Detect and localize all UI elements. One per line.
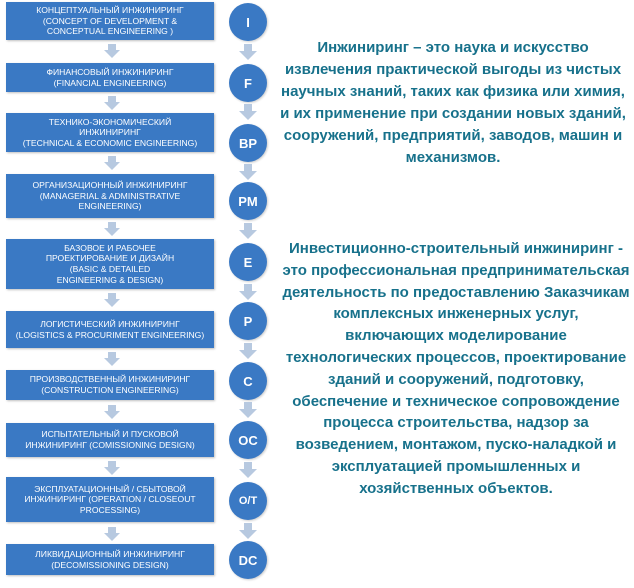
stage-label: ЛИКВИДАЦИОННЫЙ ИНЖИНИРИНГ [35, 548, 185, 559]
stage-label: ИНЖИНИРИНГ [79, 127, 141, 138]
down-arrow-icon [239, 104, 257, 120]
definition-line: Инвестиционно-строительный инжиниринг - [288, 240, 623, 257]
definition-line: процесса строительства, надзор за [323, 414, 589, 432]
down-arrow-icon [104, 44, 120, 58]
stage-label: ФИНАНСОВЫЙ ИНЖИНИРИНГ [46, 66, 174, 77]
stage-label: (LOGISTICS & PROCURIMENT ENGINEERING) [15, 329, 205, 340]
stage-label: ТЕХНИКО-ЭКОНОМИЧЕСКИЙ [48, 116, 172, 127]
stage-box-operation [6, 477, 214, 522]
down-arrow-icon [104, 96, 120, 110]
definition-line: включающих моделирование [345, 327, 567, 345]
down-arrow-icon [239, 402, 257, 418]
definition-line: научных знаний, таких как физика или химия, [281, 83, 625, 100]
down-arrow-icon [239, 284, 257, 300]
stage-box-decommissioning [6, 544, 214, 575]
definition-line: обеспечение и техническое сопровождение [292, 392, 620, 410]
stage-label: БАЗОВОЕ И РАБОЧЕЕ [64, 242, 156, 253]
definition-line: деятельность по предоставлению Заказчикам [282, 283, 630, 301]
stage-label: ПРОИЗВОДСТВЕННЫЙ ИНЖИНИРИНГ [29, 374, 191, 385]
definition-line: сооружений, предприятий, заводов, машин и [283, 127, 623, 144]
stage-label: ИНЖИНИРИНГ (COMISSIONING DESIGN) [25, 440, 195, 450]
stage-box-commissioning [6, 423, 214, 457]
stage-label: (DECOMISSIONING DESIGN) [51, 559, 169, 570]
down-arrow-icon [104, 461, 120, 475]
code-circle: P [229, 302, 267, 340]
stage-label: (BASIC & DETAILED [69, 264, 151, 274]
stage-label: PROCESSING) [79, 504, 141, 515]
down-arrow-icon [239, 343, 257, 359]
stage-label: ENGINEERING) [78, 201, 142, 212]
stage-box-construction [6, 370, 214, 400]
down-arrow-icon [239, 44, 257, 60]
definition-line: технологических процессов, проектирование [285, 348, 627, 366]
stage-label: (CONCEPT OF DEVELOPMENT & [42, 15, 178, 26]
stage-label: ИНЖИНИРИНГ (OPERATION / CLOSEOUT [24, 494, 196, 505]
stage-box-basic-detailed [6, 239, 214, 289]
down-arrow-icon [239, 462, 257, 478]
investment-engineering-definition [280, 238, 632, 500]
definition-line: это профессиональная предпринимательская [282, 261, 630, 279]
stage-box-concept [6, 2, 214, 40]
definition-line: извлечения практической выгоды из чистых [284, 61, 622, 78]
stage-box-logistics [6, 311, 214, 348]
definition-line: возведением, монтажом, пуско-наладкой и [295, 436, 617, 454]
stage-label: (MANAGERIAL & ADMINISTRATIVE [39, 190, 181, 201]
code-circle: OC [229, 421, 267, 459]
code-circle: BP [229, 124, 267, 162]
stage-label: ЭКСПЛУАТАЦИОННЫЙ / СБЫТОВОЙ [34, 483, 186, 494]
code-circle: F [229, 64, 267, 102]
definition-line: механизмов. [405, 149, 501, 166]
code-circle: PM [229, 182, 267, 220]
down-arrow-icon [104, 405, 120, 419]
stage-box-technical-economic [6, 113, 214, 152]
definition-line: Инжиниринг – это наука и искусство [317, 39, 589, 56]
down-arrow-icon [104, 527, 120, 541]
stage-label: ОРГАНИЗАЦИОННЫЙ ИНЖИНИРИНГ [32, 180, 188, 191]
stage-box-financial [6, 63, 214, 92]
down-arrow-icon [104, 352, 120, 366]
stage-label: ИСПЫТАТЕЛЬНЫЙ И ПУСКОВОЙ [41, 429, 179, 440]
down-arrow-icon [239, 164, 257, 180]
stage-label: ЛОГИСТИЧЕСКИЙ ИНЖИНИРИНГ [40, 318, 180, 329]
definition-line: эксплуатацией промышленных и [331, 457, 581, 475]
stage-label: ПРОЕКТИРОВАНИЕ И ДИЗАЙН [45, 253, 175, 264]
down-arrow-icon [104, 156, 120, 170]
code-circle: E [229, 243, 267, 281]
code-circle: C [229, 362, 267, 400]
stage-label: (CONSTRUCTION ENGINEERING) [41, 385, 179, 395]
definition-line: комплексных инженерных услуг, [333, 305, 579, 323]
definition-line: хозяйственных объектов. [359, 479, 553, 497]
stage-label: ENGINEERING & DESIGN) [56, 274, 164, 285]
engineering-definition [277, 37, 629, 169]
stage-box-managerial [6, 174, 214, 218]
code-circle: O/T [229, 482, 267, 520]
down-arrow-icon [104, 222, 120, 236]
code-circle: I [229, 3, 267, 41]
definition-line: зданий и сооружений, подготовку, [328, 370, 584, 388]
down-arrow-icon [104, 293, 120, 307]
stage-label: CONCEPTUAL ENGINEERING ) [46, 26, 174, 37]
down-arrow-icon [239, 223, 257, 239]
code-circle: DC [229, 541, 267, 579]
stage-label: (TECHNICAL & ECONOMIC ENGINEERING) [22, 137, 198, 148]
stage-label: КОНЦЕПТУАЛЬНЫЙ ИНЖИНИРИНГ [36, 5, 184, 16]
definition-line: и их применение при создании новых зданий, [280, 105, 626, 122]
down-arrow-icon [239, 523, 257, 539]
stage-label: (FINANCIAL ENGINEERING) [53, 77, 167, 88]
